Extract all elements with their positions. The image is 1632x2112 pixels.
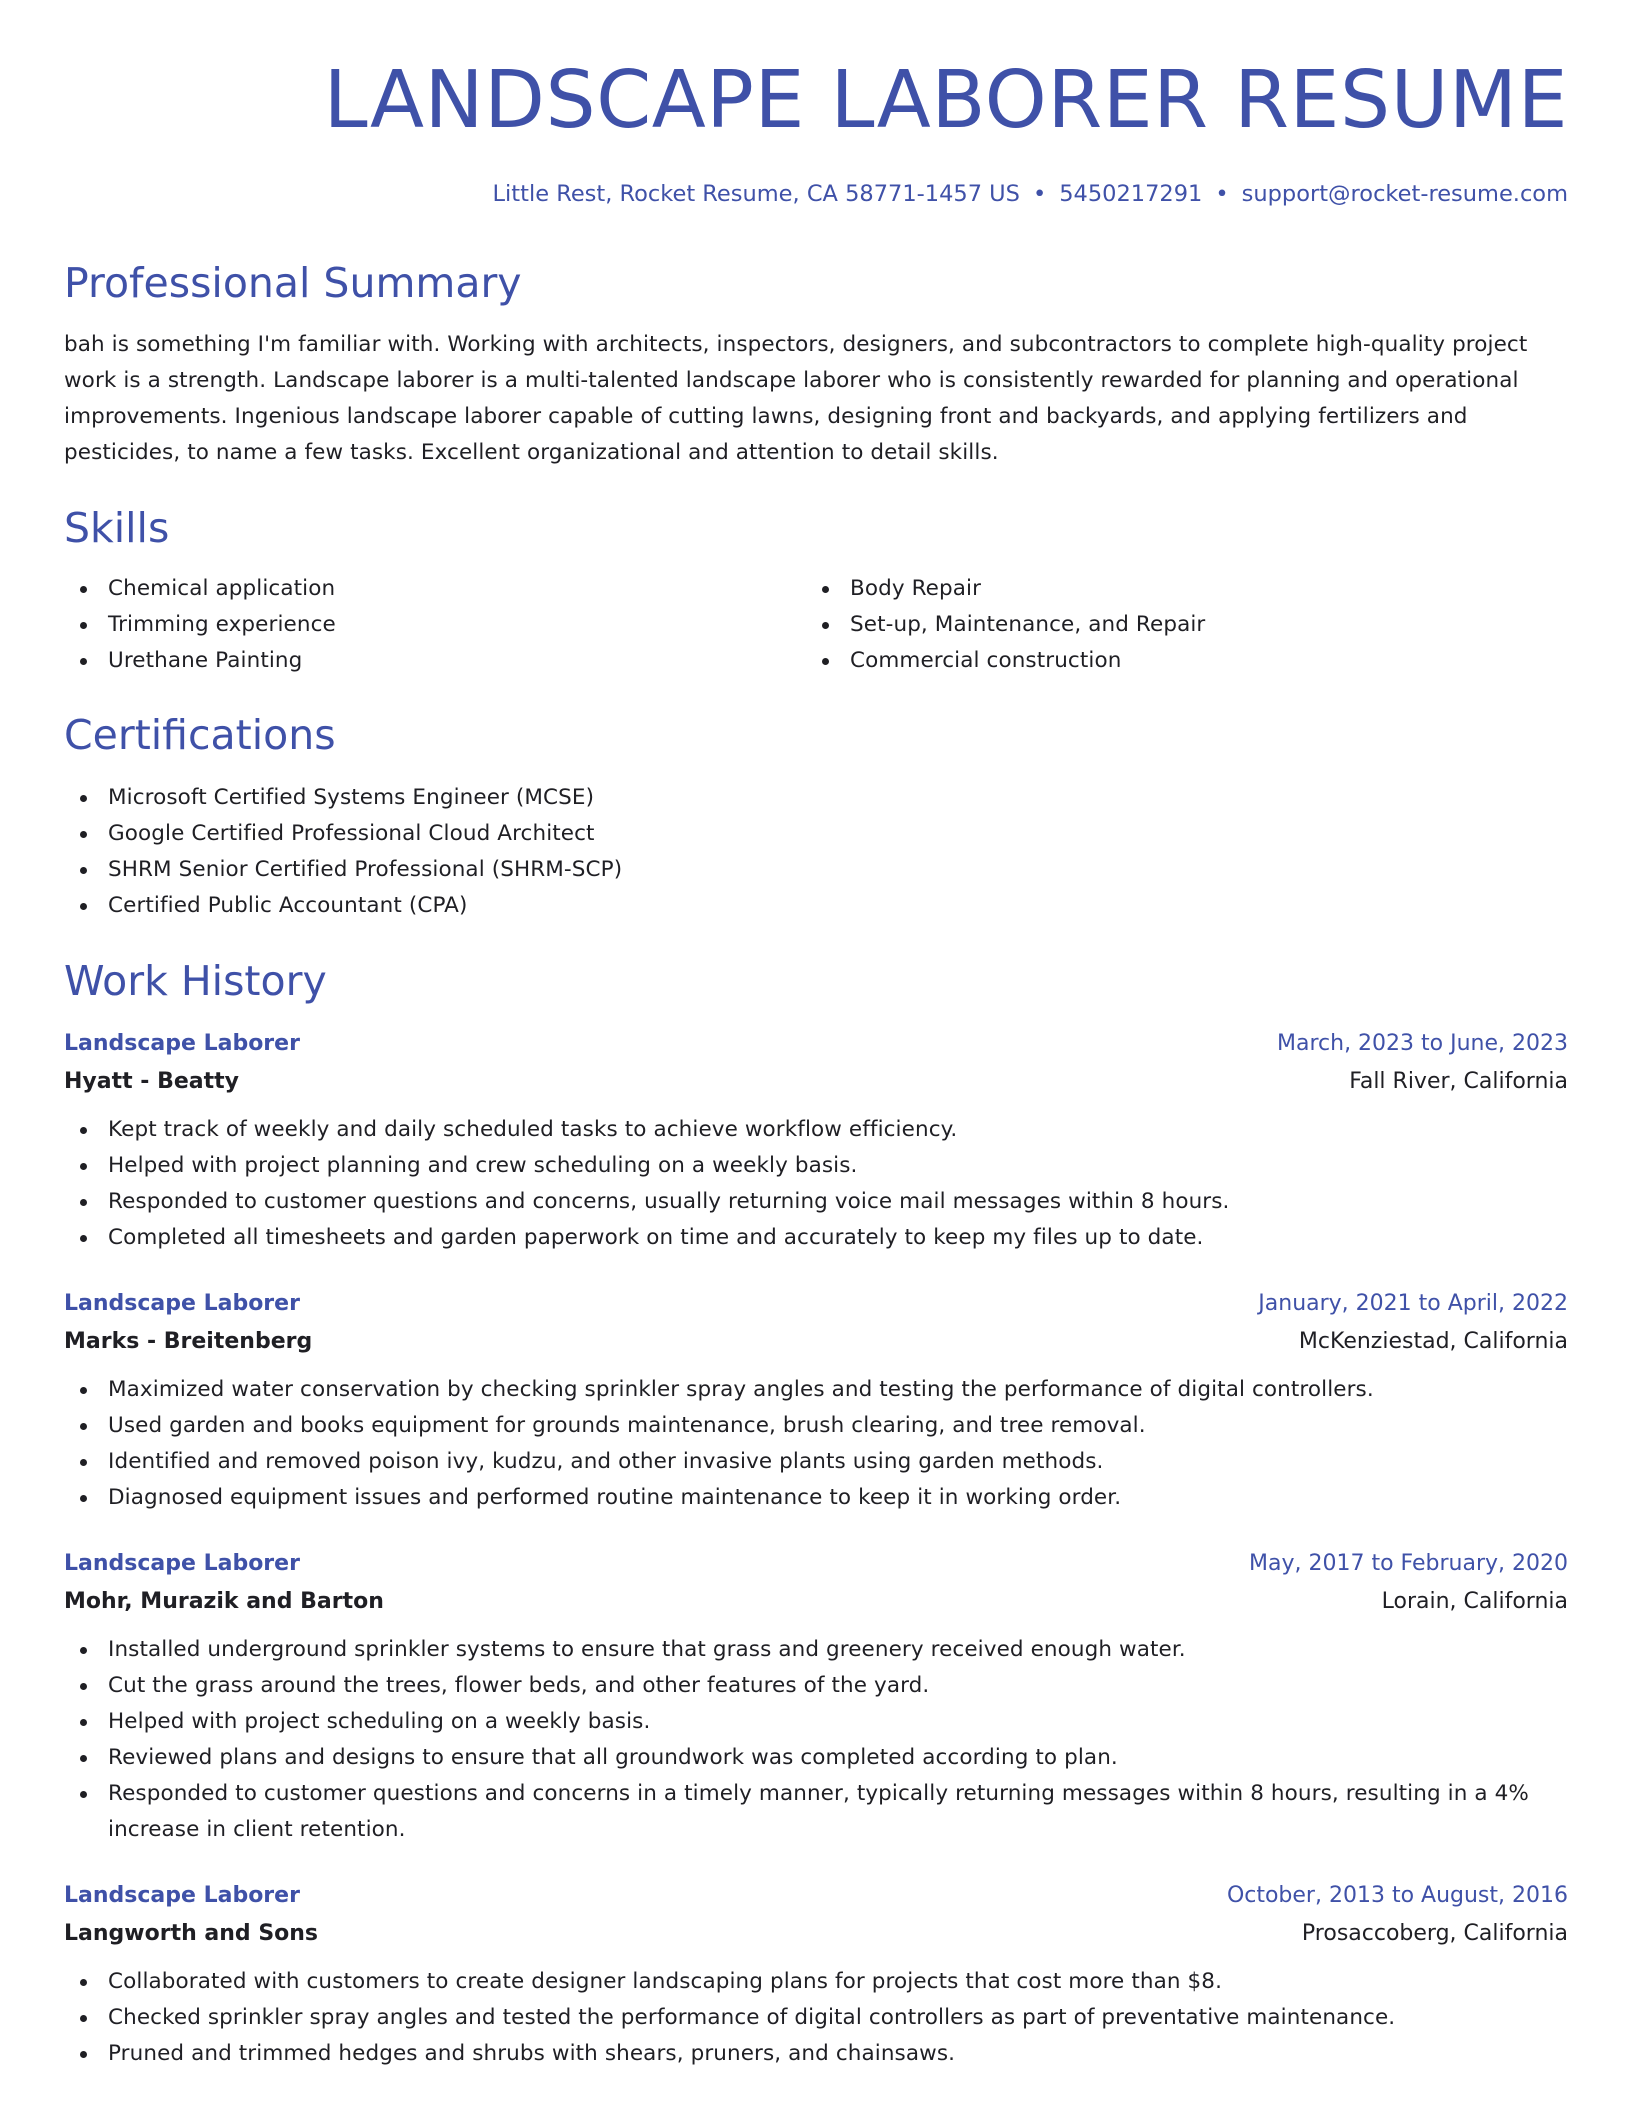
certification-item: Google Certified Professional Cloud Architect [64, 816, 1568, 852]
job-bullet: Identified and removed poison ivy, kudzu, and other invasive plants using garden methods. [64, 1444, 1568, 1480]
job-employer-row [64, 1583, 1568, 1621]
job-title: Landscape Laborer [64, 1883, 300, 1908]
job-location: McKenziestad, California [1298, 1329, 1568, 1354]
skill-item: Chemical application [64, 571, 806, 607]
job-bullet: Diagnosed equipment issues and performed routine maintenance to keep it in working order. [64, 1480, 1568, 1516]
job-entry [64, 1545, 1568, 1848]
certification-item: SHRM Senior Certified Professional (SHRM-SCP) [64, 852, 1568, 888]
job-company: Marks - Breitenberg [64, 1329, 313, 1354]
job-bullet: Completed all timesheets and garden paperwork on time and accurately to keep my files up to date. [64, 1220, 1568, 1256]
job-bullets [64, 1372, 1568, 1516]
job-dates: January, 2021 to April, 2022 [1258, 1291, 1568, 1316]
skill-item: Urethane Painting [64, 643, 806, 679]
job-bullet: Installed underground sprinkler systems to ensure that grass and greenery received enough water. [64, 1632, 1568, 1668]
job-bullet: Checked sprinkler spray angles and tested the performance of digital controllers as part of preventative maintenance. [64, 2000, 1568, 2036]
job-location: Fall River, California [1349, 1069, 1568, 1094]
job-bullet: Used garden and books equipment for grounds maintenance, brush clearing, and tree removal. [64, 1408, 1568, 1444]
job-header-row [64, 1545, 1568, 1583]
skills-heading: Skills [64, 504, 170, 552]
job-header-row [64, 1025, 1568, 1063]
job-bullet: Reviewed plans and designs to ensure that all groundwork was completed according to plan. [64, 1740, 1568, 1776]
skill-item: Trimming experience [64, 607, 806, 643]
job-bullet: Pruned and trimmed hedges and shrubs with shears, pruners, and chainsaws. [64, 2036, 1568, 2072]
job-bullet: Helped with project scheduling on a weekly basis. [64, 1704, 1568, 1740]
job-bullet: Responded to customer questions and concerns, usually returning voice mail messages within 8 hours. [64, 1184, 1568, 1220]
job-entry [64, 1285, 1568, 1516]
job-header-row [64, 1877, 1568, 1915]
job-dates: March, 2023 to June, 2023 [1277, 1031, 1568, 1056]
job-bullet: Helped with project planning and crew scheduling on a weekly basis. [64, 1148, 1568, 1184]
job-location: Lorain, California [1381, 1589, 1568, 1614]
job-title: Landscape Laborer [64, 1291, 300, 1316]
skill-item: Set-up, Maintenance, and Repair [806, 607, 1568, 643]
job-dates: October, 2013 to August, 2016 [1226, 1883, 1568, 1908]
job-entry [64, 1025, 1568, 1256]
job-bullet: Collaborated with customers to create designer landscaping plans for projects that cost more than $8. [64, 1964, 1568, 2000]
job-bullets [64, 1112, 1568, 1256]
job-company: Hyatt - Beatty [64, 1069, 239, 1094]
contact-address: Little Rest, Rocket Resume, CA 58771-1457 US [492, 181, 1020, 207]
job-dates: May, 2017 to February, 2020 [1249, 1551, 1568, 1576]
skills-list-right [806, 571, 1568, 679]
job-title: Landscape Laborer [64, 1031, 300, 1056]
job-company: Mohr, Murazik and Barton [64, 1589, 384, 1614]
certification-item: Certified Public Accountant (CPA) [64, 888, 1568, 924]
skill-item: Commercial construction [806, 643, 1568, 679]
contact-line [64, 181, 1568, 207]
job-company: Langworth and Sons [64, 1921, 319, 1946]
contact-phone: 5450217291 [1059, 181, 1203, 207]
job-employer-row [64, 1915, 1568, 1953]
job-bullet: Kept track of weekly and daily scheduled tasks to achieve workflow efficiency. [64, 1112, 1568, 1148]
work-history-heading: Work History [64, 957, 327, 1005]
job-bullet: Responded to customer questions and concerns in a timely manner, typically returning messages within 8 hours, resulting in a 4% increase in client retention. [64, 1776, 1568, 1848]
job-employer-row [64, 1063, 1568, 1101]
contact-email: support@rocket-resume.com [1241, 181, 1568, 207]
job-bullet: Maximized water conservation by checking sprinkler spray angles and testing the performance of digital controllers. [64, 1372, 1568, 1408]
job-entry [64, 1877, 1568, 2072]
skills-list-left [64, 571, 806, 679]
skills-grid [64, 571, 1568, 679]
job-title: Landscape Laborer [64, 1551, 300, 1576]
contact-separator: • [1032, 181, 1047, 207]
resume-title: LANDSCAPE LABORER RESUME [323, 54, 1568, 146]
skill-item: Body Repair [806, 571, 1568, 607]
job-bullet: Cut the grass around the trees, flower beds, and other features of the yard. [64, 1668, 1568, 1704]
summary-text: bah is something I'm familiar with. Working with architects, inspectors, designers, and subcontractors to complete high-quality project work is a strength. Landscape laborer is a multi-talented landscape laborer who is consistently rewarded for planning and operational improvements. Ingenious landscape laborer capable of cutting lawns, designing front and backyards, and applying fertilizers and pesticides, to name a few tasks. Excellent organizational and attention to detail skills. [64, 332, 1528, 465]
job-bullets [64, 1964, 1568, 2072]
certifications-heading: Certifications [64, 711, 336, 759]
summary-heading: Professional Summary [64, 259, 522, 307]
job-location: Prosaccoberg, California [1301, 1921, 1568, 1946]
certification-item: Microsoft Certified Systems Engineer (MCSE) [64, 780, 1568, 816]
job-employer-row [64, 1323, 1568, 1361]
job-bullets [64, 1632, 1568, 1848]
certifications-list [64, 780, 1568, 924]
contact-separator: • [1215, 181, 1229, 207]
job-header-row [64, 1285, 1568, 1323]
